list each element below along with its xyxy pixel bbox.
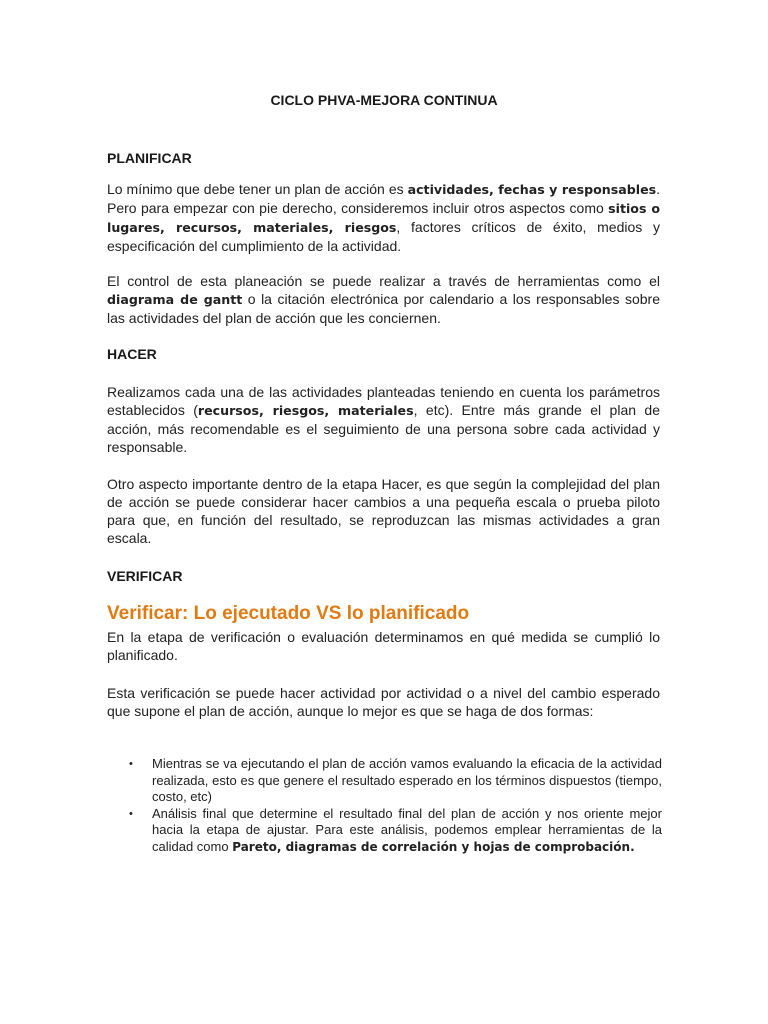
section-heading-planificar: PLANIFICAR xyxy=(107,150,192,166)
bold-phrase: sitios o lugares, recursos, materiales, riesgos xyxy=(107,201,660,235)
list-item: • Análisis final que determine el resultado final del plan de acción y nos oriente mejor hacia la etapa de ajustar. Para este análisis, podemos emplear herramientas de la calidad como Pareto, diagramas de correlación y hojas de comprobación. xyxy=(129,805,662,854)
bold-phrase: recursos, riesgos, materiales xyxy=(197,403,414,418)
bold-phrase: actividades, fechas y responsables xyxy=(407,182,657,197)
bullet-icon: • xyxy=(129,758,133,770)
document-title: CICLO PHVA-MEJORA CONTINUA xyxy=(270,92,498,108)
section-heading-hacer: HACER xyxy=(107,346,157,362)
section-heading-verificar: VERIFICAR xyxy=(107,568,183,584)
planificar-paragraph-1: Lo mínimo que debe tener un plan de acción es actividades, fechas y responsables. Pero para empezar con pie derecho, consideremos incluir otros aspectos como sitios o lugares, recursos, materiales, riesgos, factores críticos de éxito, medios y especificación del cumplimiento de la actividad. xyxy=(107,181,660,254)
list-item: • Mientras se va ejecutando el plan de acción vamos evaluando la eficacia de la actividad realizada, esto es que genere el resultado esperado en los términos dispuestos (tiempo, costo, etc) xyxy=(129,756,662,804)
verificar-bullet-list xyxy=(107,756,662,855)
bullet-icon: • xyxy=(129,807,133,820)
verificar-paragraph-1: En la etapa de verificación o evaluación determinamos en qué medida se cumplió lo planificado. xyxy=(107,629,660,663)
verificar-paragraph-2: Esta verificación se puede hacer actividad por actividad o a nivel del cambio esperado que supone el plan de acción, aunque lo mejor es que se haga de dos formas: xyxy=(107,685,660,719)
verificar-subheading: Verificar: Lo ejecutado VS lo planificado xyxy=(107,603,470,624)
bold-phrase: Pareto, diagramas de correlación y hojas de comprobación. xyxy=(232,839,635,854)
hacer-paragraph-1: Realizamos cada una de las actividades planteadas teniendo en cuenta los parámetros establecidos (recursos, riesgos, materiales, etc). Entre más grande el plan de acción, más recomendable es el seguimiento de una persona sobre cada actividad y responsable. xyxy=(107,384,660,455)
bold-phrase: diagrama de gantt xyxy=(107,292,243,307)
hacer-paragraph-2: Otro aspecto importante dentro de la etapa Hacer, es que según la complejidad del plan de acción se puede considerar hacer cambios a una pequeña escala o prueba piloto para que, en función del resultado, se reproduzcan las mismas actividades a gran escala. xyxy=(107,476,660,546)
planificar-paragraph-2: El control de esta planeación se puede realizar a través de herramientas como el diagrama de gantt o la citación electrónica por calendario a los responsables sobre las actividades del plan de acción que les conciernen. xyxy=(107,273,660,326)
